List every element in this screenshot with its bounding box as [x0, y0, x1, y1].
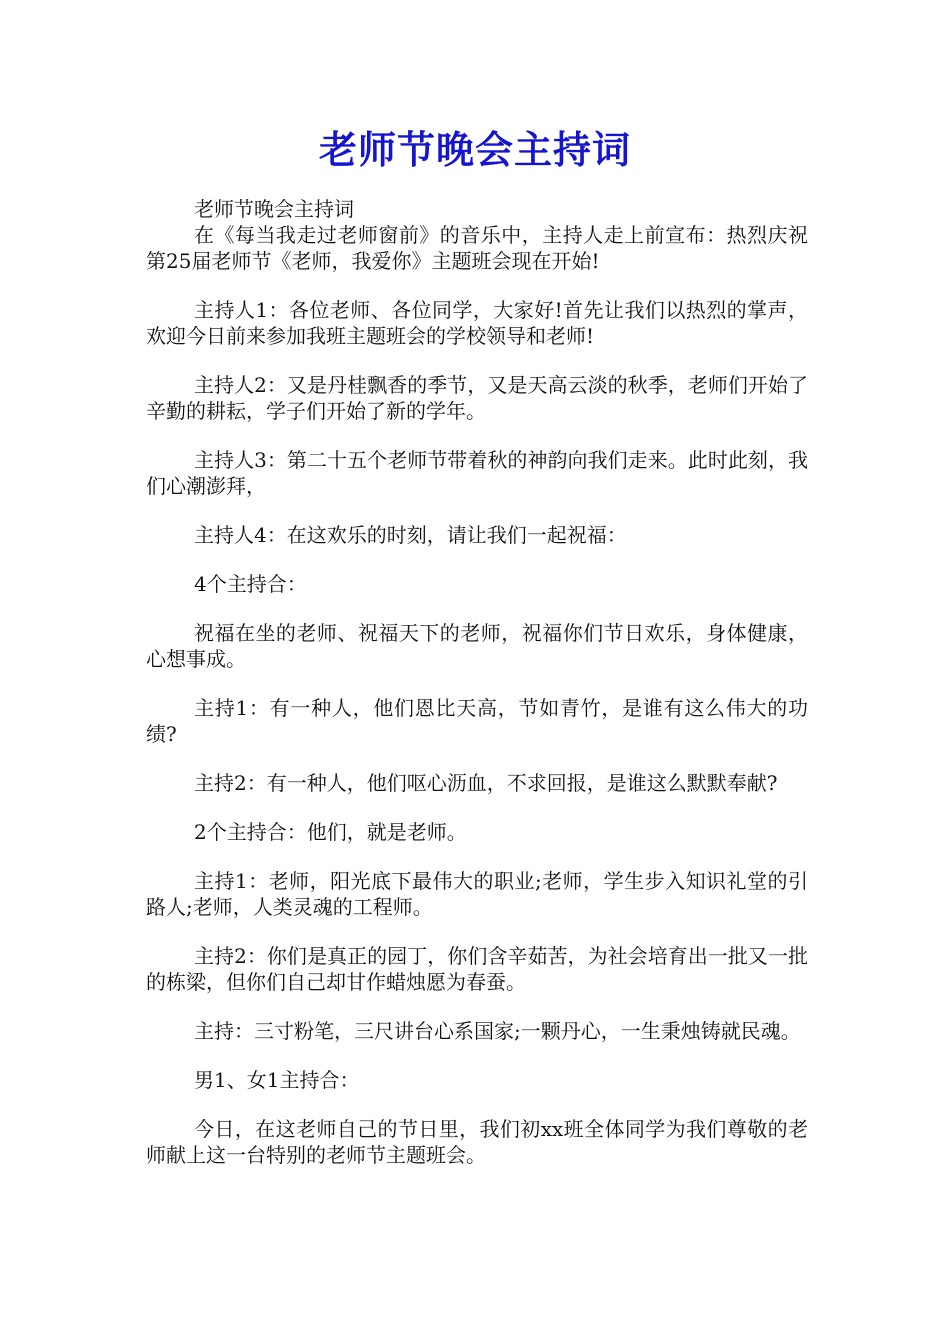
paragraph: 男1、女1主持合：: [194, 1068, 360, 1092]
paragraph: 今日，在这老师自己的节日里，我们初xx班全体同学为我们尊敬的老师献上这一台特别的老师节主题班会。: [146, 1117, 808, 1167]
paragraph: 在《每当我走过老师窗前》的音乐中，主持人走上前宣布：热烈庆祝第25届老师节《老师，我爱你》主题班会现在开始!: [146, 223, 808, 273]
paragraph: 祝福在坐的老师、祝福天下的老师，祝福你们节日欢乐，身体健康，心想事成。: [146, 621, 808, 671]
paragraph: 主持2：有一种人，他们呕心沥血，不求回报，是谁这么默默奉献?: [194, 771, 778, 795]
paragraph: 主持1：老师，阳光底下最伟大的职业;老师，学生步入知识礼堂的引路人;老师，人类灵魂的工程师。: [146, 869, 808, 919]
paragraph: 4个主持合：: [194, 572, 307, 596]
document-title: 老师节晚会主持词: [318, 127, 631, 172]
paragraph: 主持：三寸粉笔，三尺讲台心系国家;一颗丹心，一生秉烛铸就民魂。: [194, 1019, 801, 1043]
paragraph: 主持人4：在这欢乐的时刻，请让我们一起祝福：: [194, 523, 627, 547]
document-body: [146, 196, 808, 1168]
paragraph: 主持人2：又是丹桂飘香的季节，又是天高云淡的秋季，老师们开始了辛勤的耕耘，学子们开始了新的学年。: [146, 373, 808, 423]
paragraph: 老师节晚会主持词: [194, 197, 354, 221]
paragraph: 主持1：有一种人，他们恩比天高，节如青竹，是谁有这么伟大的功绩?: [146, 696, 808, 746]
paragraph: 主持人3：第二十五个老师节带着秋的神韵向我们走来。此时此刻，我们心潮澎拜，: [146, 448, 808, 498]
paragraph: 主持人1：各位老师、各位同学，大家好!首先让我们以热烈的掌声，欢迎今日前来参加我班主题班会的学校领导和老师!: [146, 298, 808, 348]
paragraph: 2个主持合：他们，就是老师。: [194, 820, 467, 844]
paragraph: 主持2：你们是真正的园丁，你们含辛茹苦，为社会培育出一批又一批的栋梁，但你们自己却甘作蜡烛愿为春蚕。: [146, 944, 808, 994]
